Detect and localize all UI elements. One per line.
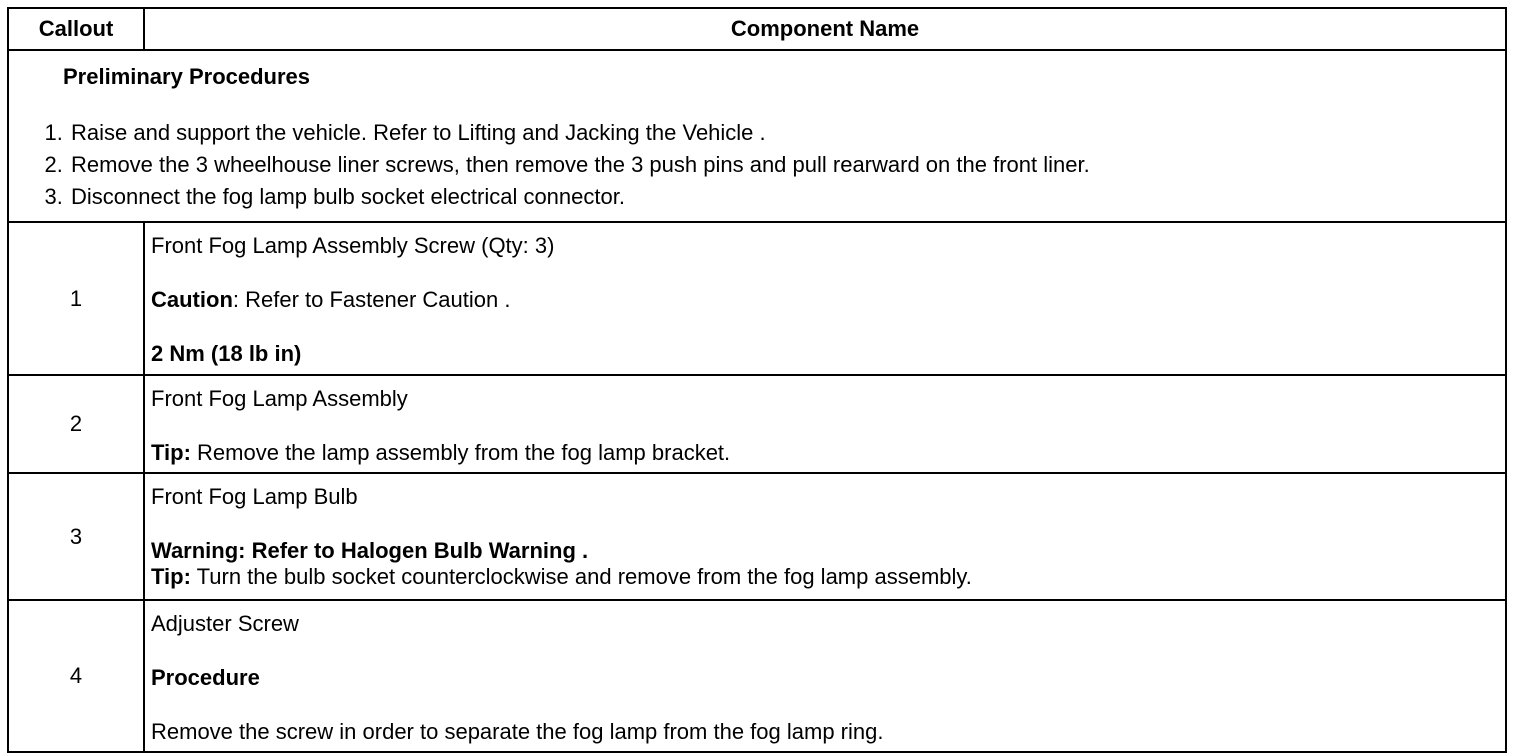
callout-number: 3 xyxy=(8,473,144,600)
table-row xyxy=(8,375,1506,473)
preliminary-step: 2. Remove the 3 wheelhouse liner screws, then remove the 3 push pins and pull rearward on the front liner. xyxy=(69,149,1499,181)
header-row xyxy=(8,8,1506,50)
component-cell xyxy=(144,222,1506,375)
table-row xyxy=(8,222,1506,375)
tip-line xyxy=(151,440,1499,466)
preliminary-cell xyxy=(8,50,1506,222)
component-name: Front Fog Lamp Assembly xyxy=(151,386,408,411)
component-name: Front Fog Lamp Bulb xyxy=(151,484,358,509)
tip-text: Turn the bulb socket counterclockwise and remove from the fog lamp assembly. xyxy=(190,564,972,589)
procedure-label: Procedure xyxy=(151,665,260,690)
tip-label: Tip: xyxy=(151,440,191,465)
component-cell xyxy=(144,600,1506,752)
preliminary-row xyxy=(8,50,1506,222)
caution-label: Caution xyxy=(151,287,233,312)
tip-line xyxy=(151,564,1499,590)
header-component-name: Component Name xyxy=(144,8,1506,50)
tip-text: Remove the lamp assembly from the fog lamp bracket. xyxy=(190,440,731,465)
header-callout: Callout xyxy=(8,8,144,50)
component-name: Adjuster Screw xyxy=(151,611,299,636)
procedure-table xyxy=(7,7,1507,753)
callout-number: 2 xyxy=(8,375,144,473)
preliminary-step: 3. Disconnect the fog lamp bulb socket electrical connector. xyxy=(69,181,1499,213)
table-row xyxy=(8,473,1506,600)
table-row xyxy=(8,600,1506,752)
callout-number: 4 xyxy=(8,600,144,752)
caution-line xyxy=(151,287,1499,313)
component-cell xyxy=(144,375,1506,473)
warning-line: Warning: Refer to Halogen Bulb Warning . xyxy=(151,538,589,563)
tip-label: Tip: xyxy=(151,564,191,589)
torque-spec: 2 Nm (18 lb in) xyxy=(151,341,302,366)
component-cell xyxy=(144,473,1506,600)
preliminary-title: Preliminary Procedures xyxy=(63,64,311,89)
callout-number: 1 xyxy=(8,222,144,375)
component-name: Front Fog Lamp Assembly Screw (Qty: 3) xyxy=(151,233,555,258)
preliminary-steps xyxy=(15,117,1499,213)
preliminary-step: 1. Raise and support the vehicle. Refer to Lifting and Jacking the Vehicle . xyxy=(69,117,1499,149)
procedure-text: Remove the screw in order to separate the fog lamp from the fog lamp ring. xyxy=(151,719,884,744)
caution-text: : Refer to Fastener Caution . xyxy=(232,287,511,312)
